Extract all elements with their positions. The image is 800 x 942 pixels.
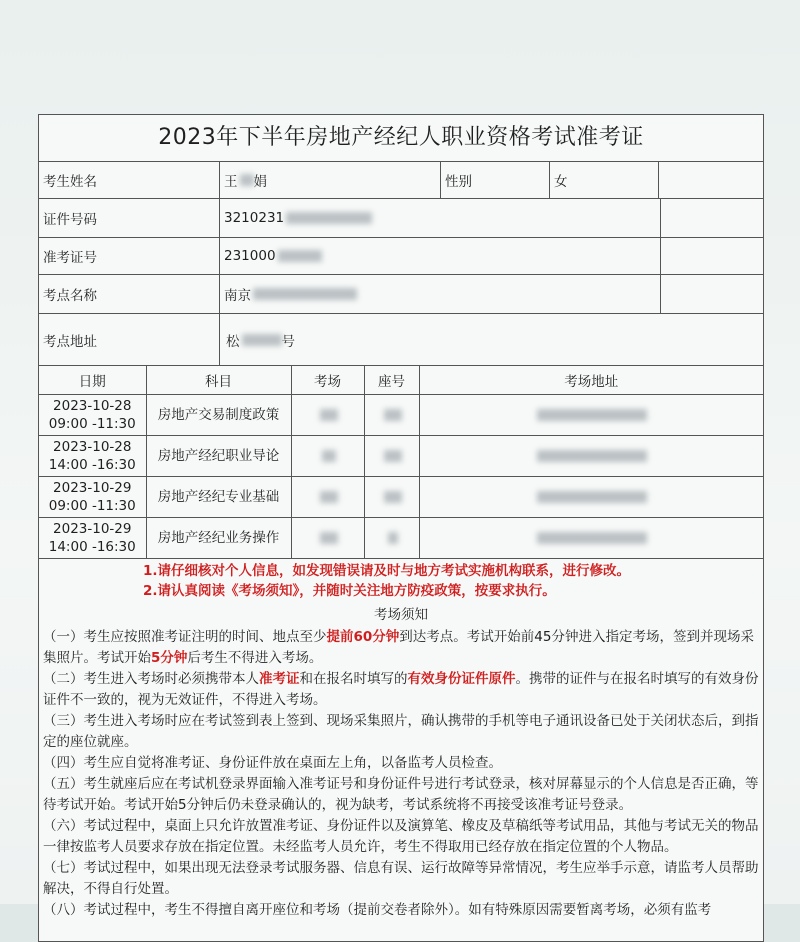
redaction-blur: [320, 409, 338, 421]
room-address-cell: [419, 518, 763, 559]
redaction-blur: [384, 450, 402, 462]
header-room: 考场: [291, 366, 364, 395]
notes-section: [39, 559, 763, 625]
center-value: 南京: [220, 275, 661, 313]
date-cell: 2023-10-28 14:00 -16:30: [39, 436, 146, 477]
redaction-blur: [322, 450, 336, 462]
rule-1: （一）考生应按照准考证注明的时间、地点至少提前60分钟到达考点。考试开始前45分钟进入指定考场，签到并现场采集照片。考试开始5分钟后考生不得进入考场。: [43, 629, 754, 666]
header-seat: 座号: [364, 366, 419, 395]
redaction-blur: [320, 532, 338, 544]
redaction-blur: [537, 450, 647, 462]
id-value: 3210231: [220, 199, 661, 237]
redaction-blur: [537, 491, 647, 503]
address-label: 考点地址: [39, 314, 220, 365]
admission-ticket-sheet: [38, 114, 764, 942]
room-address-cell: [419, 436, 763, 477]
name-value: 王 娟: [220, 162, 441, 198]
redaction-blur: [242, 334, 282, 346]
id-label: 证件号码: [39, 199, 220, 237]
date-cell: 2023-10-29 14:00 -16:30: [39, 518, 146, 559]
address-row: [39, 314, 763, 366]
subject-cell: 房地产经纪业务操作: [146, 518, 291, 559]
date-cell: 2023-10-28 09:00 -11:30: [39, 395, 146, 436]
date-cell: 2023-10-29 09:00 -11:30: [39, 477, 146, 518]
schedule-row: [39, 395, 763, 436]
note-2: 2.请认真阅读《考场须知》，并随时关注地方防疫政策，按要求执行。: [143, 583, 556, 599]
redaction-blur: [286, 212, 372, 224]
rule-5: （五）考生就座后应在考试机登录界面输入准考证号和身份证件号进行考试登录，核对屏幕显示的个人信息是否正确，等待考试开始。考试开始5分钟后仍未登录确认的，视为缺考，考试系统将不再接受该准考证号登录。: [43, 776, 759, 813]
name-row: [39, 162, 763, 199]
rule-2: （二）考生进入考场时必须携带本人准考证和在报名时填写的有效身份证件原件。携带的证件与在报名时填写的有效身份证件不一致的，视为无效证件，不得进入考场。: [43, 671, 759, 708]
seat-cell: [364, 518, 419, 559]
note-1: 1.请仔细核对个人信息，如发现错误请及时与地方考试实施机构联系，进行修改。: [143, 563, 631, 579]
schedule-header-row: [39, 366, 763, 395]
room-cell: [291, 395, 364, 436]
room-cell: [291, 518, 364, 559]
ticket-number-label: 准考证号: [39, 238, 220, 274]
subject-cell: 房地产交易制度政策: [146, 395, 291, 436]
room-cell: [291, 436, 364, 477]
exam-schedule-table: [39, 366, 763, 559]
redaction-blur: [278, 250, 322, 262]
header-date: 日期: [39, 366, 146, 395]
rule-6: （六）考试过程中，桌面上只允许放置准考证、身份证件以及演算笔、橡皮及草稿纸等考试用品，其他与考试无关的物品一律按监考人员要求存放在指定位置。未经监考人员允许，考生不得取用已经存放在指定位置的个人物品。: [43, 818, 759, 855]
seat-cell: [364, 395, 419, 436]
gender-label: 性别: [441, 162, 550, 198]
header-subject: 科目: [146, 366, 291, 395]
id-row: [39, 199, 763, 238]
rule-8: （八）考试过程中，考生不得擅自离开座位和考场（提前交卷者除外）。如有特殊原因需要暂离考场，必须有监考: [43, 902, 712, 918]
schedule-row: [39, 518, 763, 559]
redaction-blur: [388, 532, 398, 544]
rule-3: （三）考生进入考场时应在考试签到表上签到、现场采集照片，确认携带的手机等电子通讯设备已处于关闭状态后，到指定的座位就座。: [43, 713, 759, 750]
seat-cell: [364, 477, 419, 518]
redaction-blur: [240, 174, 254, 186]
schedule-row: [39, 436, 763, 477]
redaction-blur: [537, 409, 647, 421]
schedule-row: [39, 477, 763, 518]
header-room-address: 考场地址: [419, 366, 763, 395]
redaction-blur: [384, 409, 402, 421]
redaction-blur: [537, 532, 647, 544]
photo-area: [659, 162, 763, 198]
gender-value: 女: [550, 162, 659, 198]
room-address-cell: [419, 395, 763, 436]
rule-7: （七）考试过程中，如果出现无法登录考试服务器、信息有误、运行故障等异常情况，考生应举手示意，请监考人员帮助解决，不得自行处置。: [43, 860, 759, 897]
ticket-number-row: [39, 238, 763, 275]
subject-cell: 房地产经纪专业基础: [146, 477, 291, 518]
center-label: 考点名称: [39, 275, 220, 313]
center-row: [39, 275, 763, 314]
rule-4: （四）考生应自觉将准考证、身份证件放在桌面左上角，以备监考人员检查。: [43, 755, 502, 771]
subject-cell: 房地产经纪职业导论: [146, 436, 291, 477]
rules-title: 考场须知: [374, 607, 428, 623]
ticket-number-value: 231000: [220, 238, 661, 274]
address-value: 松 号: [226, 333, 295, 350]
ticket-title: 2023年下半年房地产经纪人职业资格考试准考证: [39, 115, 763, 162]
redaction-blur: [320, 491, 338, 503]
room-cell: [291, 477, 364, 518]
name-label: 考生姓名: [39, 162, 220, 198]
rules-list: [39, 627, 763, 941]
redaction-blur: [253, 288, 357, 300]
redaction-blur: [384, 491, 402, 503]
room-address-cell: [419, 477, 763, 518]
seat-cell: [364, 436, 419, 477]
